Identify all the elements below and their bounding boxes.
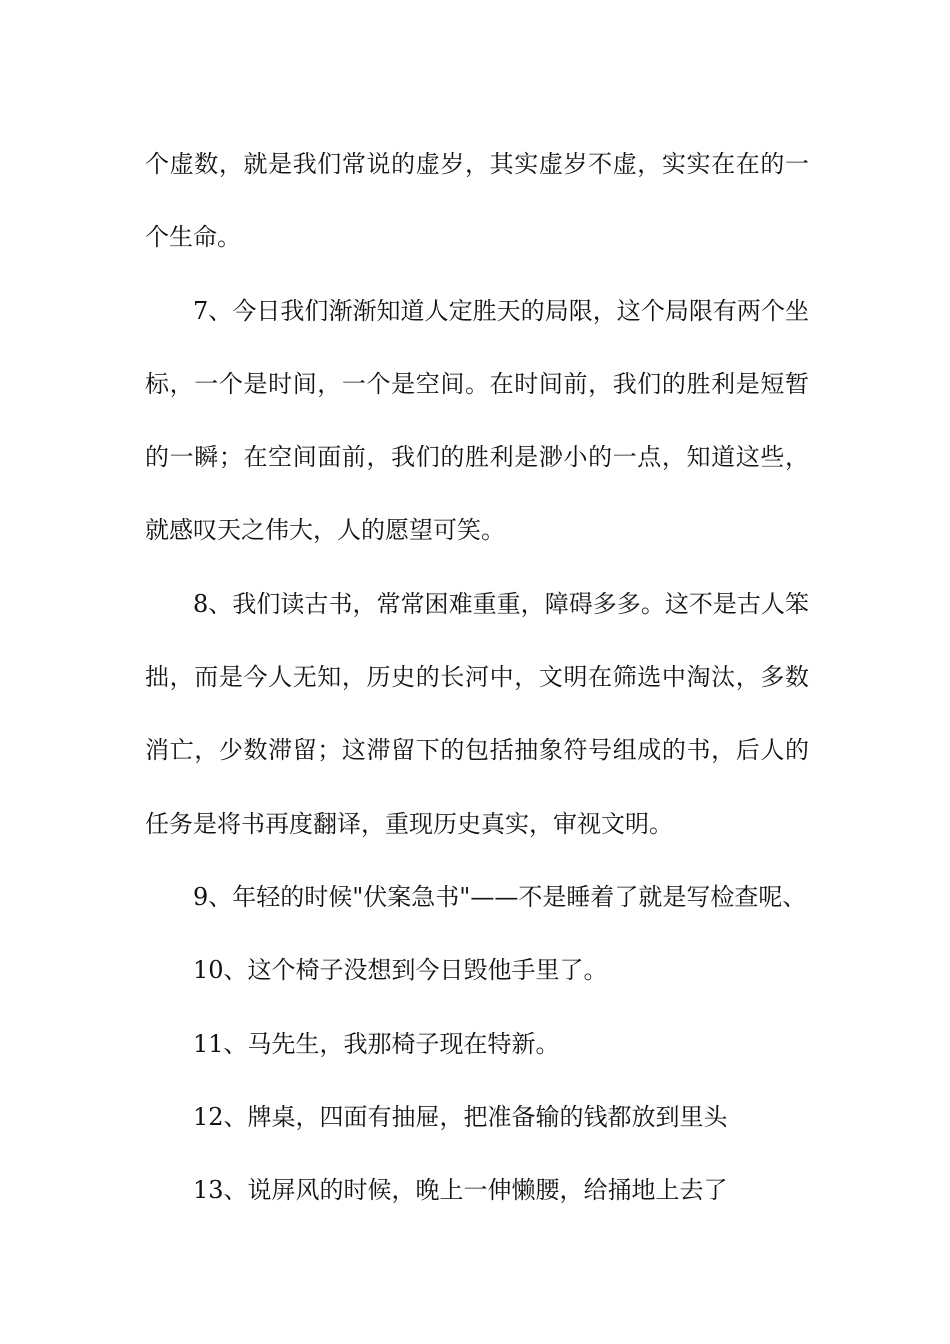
paragraph-item-7: 7、今日我们渐渐知道人定胜天的局限，这个局限有两个坐标，一个是时间，一个是空间。在时间前，我们的胜利是短暂的一瞬；在空间面前，我们的胜利是渺小的一点，知道这些，就感叹天之伟大，人的愿望可笑。 [145,296,809,545]
paragraph-item-11: 11、马先生，我那椅子现在特新。 [193,1029,560,1058]
paragraph-continuation: 个虚数，就是我们常说的虚岁，其实虚岁不虚，实实在在的一个生命。 [145,150,809,252]
document-body [145,128,809,1227]
paragraph-item-13: 13、说屏风的时候，晚上一伸懒腰，给捅地上去了 [193,1176,728,1205]
paragraph-item-9: 9、年轻的时候"伏案急书"——不是睡着了就是写检查呢、 [193,882,807,911]
paragraph-item-12: 12、牌桌，四面有抽屉，把准备输的钱都放到里头 [193,1102,728,1131]
paragraph-item-10: 10、这个椅子没想到今日毁他手里了。 [193,956,608,985]
paragraph-item-8: 8、我们读古书，常常困难重重，障碍多多。这不是古人笨拙，而是今人无知，历史的长河中，文明在筛选中淘汰，多数消亡，少数滞留；这滞留下的包括抽象符号组成的书，后人的任务是将书再度翻译，重现历史真实，审视文明。 [145,589,809,838]
